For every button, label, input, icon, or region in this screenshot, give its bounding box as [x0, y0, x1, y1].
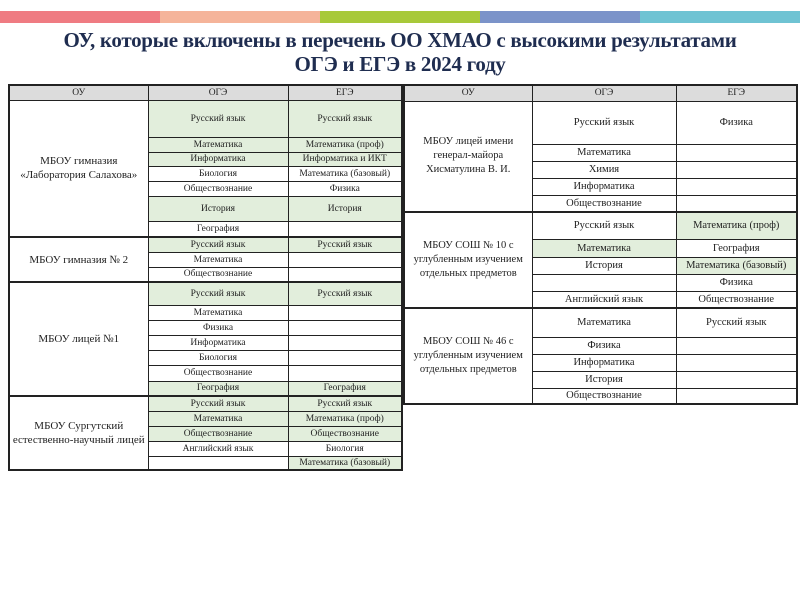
- ege-subject: [288, 335, 402, 350]
- oge-subject: Русский язык: [148, 282, 288, 305]
- ege-subject: [676, 144, 797, 161]
- ege-subject: Русский язык: [288, 237, 402, 252]
- color-stripe-1: [0, 11, 160, 23]
- oge-subject: Обществознание: [148, 365, 288, 381]
- oge-subject: Русский язык: [148, 100, 288, 137]
- oge-subject: Английский язык: [532, 291, 676, 308]
- color-stripe-5: [640, 11, 800, 23]
- table-row: [9, 282, 402, 305]
- header-ege: ЕГЭ: [676, 85, 797, 101]
- ege-subject: Информатика и ИКТ: [288, 152, 402, 166]
- oge-subject: Биология: [148, 350, 288, 365]
- table-row: [404, 212, 797, 239]
- school-name: МБОУ Сургутский естественно-научный лицей: [9, 396, 148, 470]
- table-row: [9, 100, 402, 137]
- oge-subject: Биология: [148, 166, 288, 181]
- oge-subject: Физика: [148, 320, 288, 335]
- oge-subject: География: [148, 221, 288, 237]
- left-results-table: [8, 84, 403, 471]
- ege-subject: Обществознание: [288, 426, 402, 441]
- ege-subject: Физика: [288, 181, 402, 196]
- ege-subject: Физика: [676, 101, 797, 144]
- oge-subject: Обществознание: [532, 388, 676, 404]
- ege-subject: Математика (проф): [288, 137, 402, 152]
- school-name: МБОУ лицей №1: [9, 282, 148, 396]
- ege-subject: [288, 320, 402, 335]
- ege-subject: [288, 267, 402, 282]
- oge-subject: Обществознание: [148, 267, 288, 282]
- oge-subject: Обществознание: [148, 181, 288, 196]
- oge-subject: [148, 456, 288, 470]
- table-row: [9, 396, 402, 411]
- oge-subject: Математика: [532, 144, 676, 161]
- header-ou: ОУ: [9, 85, 148, 100]
- ege-subject: Биология: [288, 441, 402, 456]
- ege-subject: [676, 371, 797, 388]
- oge-subject: Математика: [148, 137, 288, 152]
- school-name: МБОУ СОШ № 10 с углубленным изучением отдельных предметов: [404, 212, 532, 308]
- ege-subject: Физика: [676, 274, 797, 291]
- oge-subject: Информатика: [532, 178, 676, 195]
- color-stripe-4: [480, 11, 640, 23]
- oge-subject: Обществознание: [532, 195, 676, 212]
- oge-subject: Русский язык: [532, 101, 676, 144]
- oge-subject: Математика: [532, 308, 676, 337]
- ege-subject: [288, 365, 402, 381]
- school-name: МБОУ лицей имени генерал-майора Хисматулина В. И.: [404, 101, 532, 212]
- ege-subject: География: [676, 239, 797, 257]
- oge-subject: История: [148, 196, 288, 221]
- ege-subject: Русский язык: [288, 396, 402, 411]
- oge-subject: История: [532, 371, 676, 388]
- ege-subject: История: [288, 196, 402, 221]
- ege-subject: [676, 161, 797, 178]
- table-row: [9, 237, 402, 252]
- ege-subject: [676, 195, 797, 212]
- oge-subject: [532, 274, 676, 291]
- title-line-1: ОУ, которые включены в перечень ОО ХМАО с высокими результатами: [63, 28, 737, 52]
- oge-subject: Русский язык: [148, 237, 288, 252]
- ege-subject: [288, 252, 402, 267]
- ege-subject: [676, 178, 797, 195]
- ege-subject: Русский язык: [288, 100, 402, 137]
- ege-subject: География: [288, 381, 402, 396]
- ege-subject: [288, 221, 402, 237]
- header-ou: ОУ: [404, 85, 532, 101]
- oge-subject: Информатика: [148, 335, 288, 350]
- oge-subject: Информатика: [532, 354, 676, 371]
- school-name: МБОУ гимназия «Лаборатория Салахова»: [9, 100, 148, 237]
- ege-subject: Математика (базовый): [676, 257, 797, 274]
- page-title: [0, 28, 800, 76]
- ege-subject: [676, 337, 797, 354]
- oge-subject: Математика: [148, 411, 288, 426]
- oge-subject: Обществознание: [148, 426, 288, 441]
- oge-subject: Информатика: [148, 152, 288, 166]
- oge-subject: Русский язык: [148, 396, 288, 411]
- header-oge: ОГЭ: [532, 85, 676, 101]
- oge-subject: География: [148, 381, 288, 396]
- ege-subject: [676, 354, 797, 371]
- ege-subject: Русский язык: [288, 282, 402, 305]
- ege-subject: Математика (базовый): [288, 166, 402, 181]
- right-results-table: [403, 84, 798, 405]
- oge-subject: Русский язык: [532, 212, 676, 239]
- title-line-2: ОГЭ и ЕГЭ в 2024 году: [294, 52, 506, 76]
- ege-subject: [288, 305, 402, 320]
- color-stripe-3: [320, 11, 480, 23]
- oge-subject: История: [532, 257, 676, 274]
- oge-subject: Химия: [532, 161, 676, 178]
- header-ege: ЕГЭ: [288, 85, 402, 100]
- oge-subject: Физика: [532, 337, 676, 354]
- school-name: МБОУ СОШ № 46 с углубленным изучением отдельных предметов: [404, 308, 532, 404]
- color-stripe-2: [160, 11, 320, 23]
- oge-subject: Математика: [532, 239, 676, 257]
- ege-subject: Обществознание: [676, 291, 797, 308]
- table-row: [404, 308, 797, 337]
- ege-subject: Математика (проф): [288, 411, 402, 426]
- ege-subject: [676, 388, 797, 404]
- ege-subject: [288, 350, 402, 365]
- oge-subject: Математика: [148, 305, 288, 320]
- table-row: [404, 101, 797, 144]
- ege-subject: Математика (базовый): [288, 456, 402, 470]
- ege-subject: Русский язык: [676, 308, 797, 337]
- oge-subject: Математика: [148, 252, 288, 267]
- header-oge: ОГЭ: [148, 85, 288, 100]
- ege-subject: Математика (проф): [676, 212, 797, 239]
- school-name: МБОУ гимназия № 2: [9, 237, 148, 282]
- oge-subject: Английский язык: [148, 441, 288, 456]
